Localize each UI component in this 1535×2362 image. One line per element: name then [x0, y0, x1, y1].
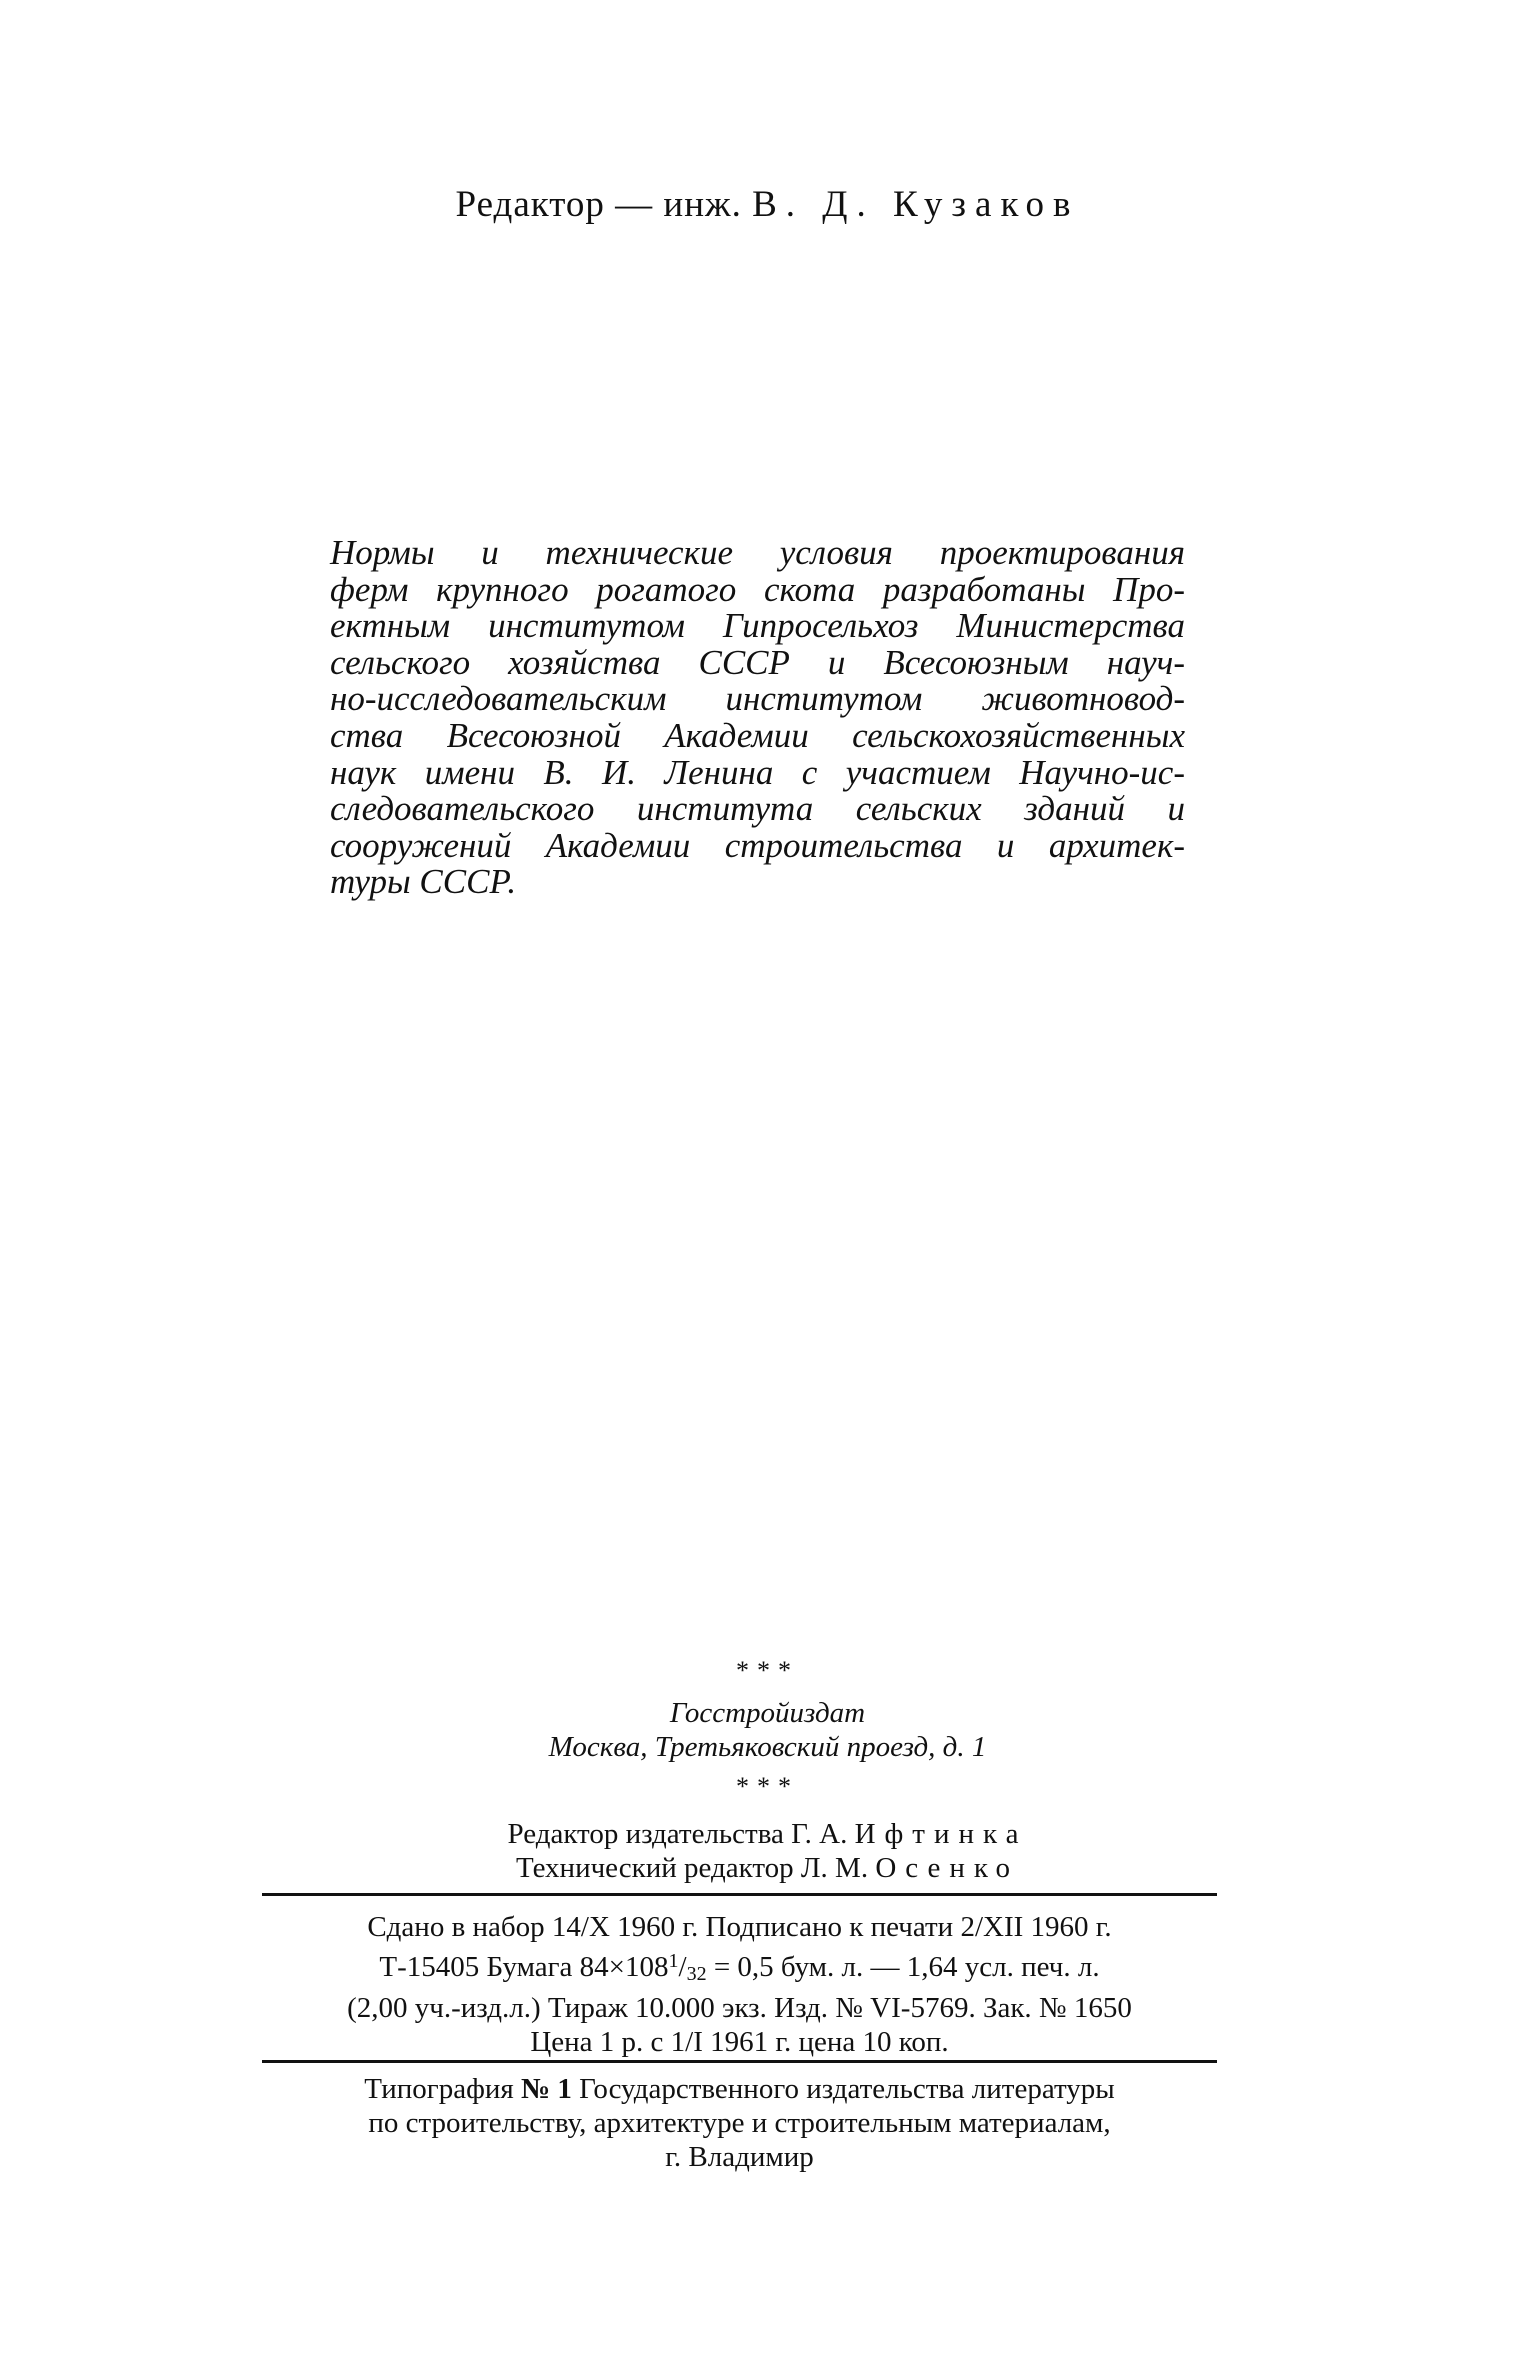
publishing-editor-label: Редактор издательства Г. А. [507, 1818, 848, 1850]
printer-city: г. Владимир [665, 2141, 814, 2173]
divider-rule-bottom [262, 2060, 1217, 2063]
paper-format-suffix: = 0,5 бум. л. — 1,64 усл. печ. л. [706, 1951, 1100, 1983]
editor-credit [0, 183, 1535, 226]
printer-number: № 1 [520, 2073, 572, 2105]
publisher-name: Госстройиздат [669, 1697, 866, 1729]
editor-role: Редактор — инж. [455, 184, 742, 225]
technical-editor-name: Осенко [875, 1852, 1020, 1884]
abstract-line: туры СССР. [330, 862, 517, 902]
publishing-editor-line [0, 1818, 1535, 1851]
print-info-line: (2,00 уч.-изд.л.) Тираж 10.000 экз. Изд. № VI-5769. Зак. № 1650 [347, 1992, 1132, 2024]
divider-rule-top [262, 1893, 1217, 1896]
paper-format-prefix: Т-15405 Бумага 84×108 [379, 1951, 669, 1983]
abstract-paragraph [330, 535, 1185, 901]
publisher-address: Москва, Третьяковский проезд, д. 1 [548, 1731, 987, 1763]
paper-fraction-numerator: 1 [668, 1950, 679, 1972]
paper-fraction-denominator: 32 [686, 1963, 707, 1985]
printer-block [262, 2072, 1217, 2174]
print-info-line-paper: Т-15405 Бумага $84\times 108^1/_{32} = 0,5$ бум. л. — 1,64 усл. печ. л. [379, 1950, 1100, 1985]
publishing-editor-name: Ифтинка [854, 1818, 1028, 1850]
print-info-line: Цена 1 р. с 1/I 1961 г. цена 10 коп. [530, 2026, 949, 2058]
abstract-line: сооружений Академии строительства и архитек- [330, 825, 1185, 865]
abstract-line: но-исследовательским институтом животновод- [330, 679, 1185, 719]
editor-name: В. Д. Кузаков [752, 184, 1080, 225]
abstract-line: ектным институтом Гипросельхоз Министерства [330, 606, 1185, 646]
abstract-line: сельского хозяйства СССР и Всесоюзным науч- [330, 642, 1185, 682]
printer-prefix: Типография [364, 2073, 521, 2105]
abstract-line: наук имени В. И. Ленина с участием Научно-ис- [330, 752, 1185, 792]
technical-editor-label: Технический редактор Л. М. [515, 1852, 869, 1884]
printer-suffix: Государственного издательства литературы [571, 2073, 1115, 2105]
stars-divider-bottom: *** [736, 1772, 799, 1801]
printer-line: по строительству, архитектуре и строительным материалам, [368, 2107, 1111, 2139]
abstract-line: Нормы и технические условия проектирования [330, 533, 1185, 572]
printer-line [262, 2072, 1217, 2106]
abstract-line: ферм крупного рогатого скота разработаны Про- [330, 569, 1185, 609]
print-info-block [262, 1910, 1217, 2059]
abstract-line: следовательского института сельских зданий и [330, 789, 1185, 829]
print-info-line: Сдано в набор 14/X 1960 г. Подписано к печати 2/XII 1960 г. [367, 1911, 1112, 1943]
abstract-line: ства Всесоюзной Академии сельскохозяйственных [330, 715, 1185, 755]
technical-editor-line [0, 1852, 1535, 1885]
stars-divider-top: *** [736, 1656, 799, 1685]
